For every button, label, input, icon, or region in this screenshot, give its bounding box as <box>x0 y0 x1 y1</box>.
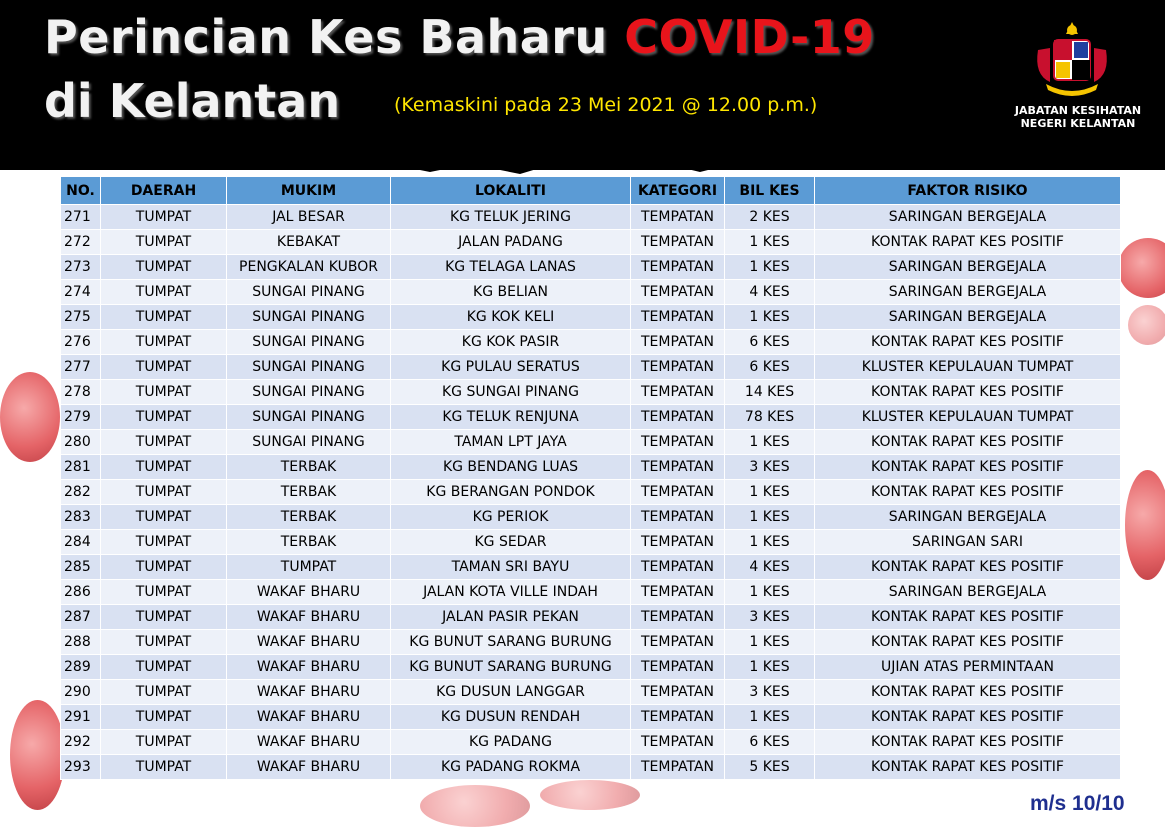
table-row <box>61 505 1121 530</box>
table-row <box>61 205 1121 230</box>
cell-no: 276 <box>61 330 101 355</box>
cell-daerah: TUMPAT <box>101 430 227 455</box>
cell-faktor-risiko: SARINGAN SARI <box>815 530 1121 555</box>
table-row <box>61 380 1121 405</box>
cell-faktor-risiko: KONTAK RAPAT KES POSITIF <box>815 605 1121 630</box>
cell-kategori: TEMPATAN <box>631 705 725 730</box>
cell-faktor-risiko: SARINGAN BERGEJALA <box>815 255 1121 280</box>
cell-daerah: TUMPAT <box>101 305 227 330</box>
cell-no: 278 <box>61 380 101 405</box>
cell-bil-kes: 1 KES <box>725 480 815 505</box>
table-row <box>61 630 1121 655</box>
table-row <box>61 280 1121 305</box>
cell-kategori: TEMPATAN <box>631 505 725 530</box>
cell-lokaliti: KG BENDANG LUAS <box>391 455 631 480</box>
cell-kategori: TEMPATAN <box>631 530 725 555</box>
cell-faktor-risiko: KONTAK RAPAT KES POSITIF <box>815 230 1121 255</box>
cell-mukim: JAL BESAR <box>227 205 391 230</box>
cell-daerah: TUMPAT <box>101 405 227 430</box>
cell-mukim: WAKAF BHARU <box>227 755 391 780</box>
cell-no: 273 <box>61 255 101 280</box>
cell-lokaliti: KG DUSUN RENDAH <box>391 705 631 730</box>
cell-no: 288 <box>61 630 101 655</box>
cell-daerah: TUMPAT <box>101 280 227 305</box>
cell-kategori: TEMPATAN <box>631 305 725 330</box>
page-title-line2: di Kelantan <box>44 74 341 128</box>
cell-no: 287 <box>61 605 101 630</box>
cell-daerah: TUMPAT <box>101 205 227 230</box>
coronavirus-icon <box>540 780 640 810</box>
table-row <box>61 580 1121 605</box>
cell-bil-kes: 4 KES <box>725 555 815 580</box>
cell-lokaliti: KG PULAU SERATUS <box>391 355 631 380</box>
cell-daerah: TUMPAT <box>101 755 227 780</box>
cell-daerah: TUMPAT <box>101 730 227 755</box>
cell-faktor-risiko: SARINGAN BERGEJALA <box>815 505 1121 530</box>
cell-kategori: TEMPATAN <box>631 730 725 755</box>
column-header-mukim: MUKIM <box>227 177 391 205</box>
cell-daerah: TUMPAT <box>101 580 227 605</box>
cell-daerah: TUMPAT <box>101 380 227 405</box>
cell-faktor-risiko: KONTAK RAPAT KES POSITIF <box>815 705 1121 730</box>
cell-kategori: TEMPATAN <box>631 380 725 405</box>
cell-no: 271 <box>61 205 101 230</box>
cell-faktor-risiko: KONTAK RAPAT KES POSITIF <box>815 330 1121 355</box>
cell-bil-kes: 78 KES <box>725 405 815 430</box>
table-row <box>61 680 1121 705</box>
cell-no: 292 <box>61 730 101 755</box>
update-timestamp: (Kemaskini pada 23 Mei 2021 @ 12.00 p.m.) <box>394 94 818 116</box>
cell-daerah: TUMPAT <box>101 605 227 630</box>
cell-bil-kes: 1 KES <box>725 255 815 280</box>
cell-no: 286 <box>61 580 101 605</box>
cell-mukim: KEBAKAT <box>227 230 391 255</box>
cell-bil-kes: 3 KES <box>725 455 815 480</box>
cell-faktor-risiko: UJIAN ATAS PERMINTAAN <box>815 655 1121 680</box>
cell-lokaliti: KG BERANGAN PONDOK <box>391 480 631 505</box>
cell-mukim: SUNGAI PINANG <box>227 355 391 380</box>
cell-mukim: SUNGAI PINANG <box>227 380 391 405</box>
cell-bil-kes: 1 KES <box>725 505 815 530</box>
cell-lokaliti: KG DUSUN LANGGAR <box>391 680 631 705</box>
cell-daerah: TUMPAT <box>101 655 227 680</box>
cell-daerah: TUMPAT <box>101 555 227 580</box>
coronavirus-icon <box>0 372 60 462</box>
cell-faktor-risiko: KONTAK RAPAT KES POSITIF <box>815 555 1121 580</box>
cell-no: 274 <box>61 280 101 305</box>
table-row <box>61 730 1121 755</box>
column-header-lokaliti: LOKALITI <box>391 177 631 205</box>
cell-daerah: TUMPAT <box>101 505 227 530</box>
coronavirus-icon <box>1118 238 1165 298</box>
cell-faktor-risiko: KONTAK RAPAT KES POSITIF <box>815 630 1121 655</box>
cell-no: 282 <box>61 480 101 505</box>
cell-mukim: WAKAF BHARU <box>227 680 391 705</box>
table-header-row <box>61 177 1121 205</box>
cell-no: 279 <box>61 405 101 430</box>
column-header-faktor-risiko: FAKTOR RISIKO <box>815 177 1121 205</box>
cell-faktor-risiko: KONTAK RAPAT KES POSITIF <box>815 430 1121 455</box>
cell-lokaliti: KG PADANG ROKMA <box>391 755 631 780</box>
table-row <box>61 455 1121 480</box>
cell-no: 289 <box>61 655 101 680</box>
table-row <box>61 705 1121 730</box>
cell-faktor-risiko: KLUSTER KEPULAUAN TUMPAT <box>815 355 1121 380</box>
cell-bil-kes: 5 KES <box>725 755 815 780</box>
cell-bil-kes: 1 KES <box>725 430 815 455</box>
cell-mukim: SUNGAI PINANG <box>227 330 391 355</box>
cell-no: 283 <box>61 505 101 530</box>
table-row <box>61 480 1121 505</box>
table-row <box>61 755 1121 780</box>
cell-kategori: TEMPATAN <box>631 330 725 355</box>
table-row <box>61 430 1121 455</box>
cell-faktor-risiko: SARINGAN BERGEJALA <box>815 305 1121 330</box>
cell-kategori: TEMPATAN <box>631 630 725 655</box>
cell-faktor-risiko: KONTAK RAPAT KES POSITIF <box>815 680 1121 705</box>
cell-bil-kes: 1 KES <box>725 655 815 680</box>
cell-faktor-risiko: KONTAK RAPAT KES POSITIF <box>815 755 1121 780</box>
cell-kategori: TEMPATAN <box>631 480 725 505</box>
cell-kategori: TEMPATAN <box>631 430 725 455</box>
table-row <box>61 230 1121 255</box>
cell-kategori: TEMPATAN <box>631 680 725 705</box>
column-header-daerah: DAERAH <box>101 177 227 205</box>
cell-daerah: TUMPAT <box>101 480 227 505</box>
cell-daerah: TUMPAT <box>101 330 227 355</box>
cell-daerah: TUMPAT <box>101 255 227 280</box>
cell-kategori: TEMPATAN <box>631 605 725 630</box>
table-body <box>61 205 1121 780</box>
cell-mukim: TERBAK <box>227 530 391 555</box>
cell-faktor-risiko: KLUSTER KEPULAUAN TUMPAT <box>815 405 1121 430</box>
cell-lokaliti: TAMAN LPT JAYA <box>391 430 631 455</box>
cell-lokaliti: KG KOK KELI <box>391 305 631 330</box>
cell-bil-kes: 14 KES <box>725 380 815 405</box>
table-row <box>61 330 1121 355</box>
cell-lokaliti: KG BELIAN <box>391 280 631 305</box>
cell-kategori: TEMPATAN <box>631 555 725 580</box>
cell-bil-kes: 1 KES <box>725 530 815 555</box>
table-row <box>61 355 1121 380</box>
cell-lokaliti: KG PADANG <box>391 730 631 755</box>
cases-table <box>60 176 1120 780</box>
cell-kategori: TEMPATAN <box>631 280 725 305</box>
cell-no: 291 <box>61 705 101 730</box>
cell-kategori: TEMPATAN <box>631 405 725 430</box>
cell-lokaliti: KG TELUK JERING <box>391 205 631 230</box>
cell-daerah: TUMPAT <box>101 680 227 705</box>
cell-kategori: TEMPATAN <box>631 755 725 780</box>
cell-mukim: SUNGAI PINANG <box>227 280 391 305</box>
cell-mukim: TERBAK <box>227 505 391 530</box>
title-highlight: COVID-19 <box>624 10 875 64</box>
cell-kategori: TEMPATAN <box>631 205 725 230</box>
cell-faktor-risiko: KONTAK RAPAT KES POSITIF <box>815 480 1121 505</box>
cell-lokaliti: KG TELAGA LANAS <box>391 255 631 280</box>
cell-bil-kes: 1 KES <box>725 705 815 730</box>
cell-faktor-risiko: SARINGAN BERGEJALA <box>815 205 1121 230</box>
cell-mukim: SUNGAI PINANG <box>227 405 391 430</box>
cell-bil-kes: 6 KES <box>725 730 815 755</box>
coronavirus-icon <box>420 785 530 827</box>
cell-lokaliti: JALAN PADANG <box>391 230 631 255</box>
cell-mukim: PENGKALAN KUBOR <box>227 255 391 280</box>
cell-mukim: TUMPAT <box>227 555 391 580</box>
cell-bil-kes: 4 KES <box>725 280 815 305</box>
page-number: m/s 10/10 <box>1030 792 1125 815</box>
cell-bil-kes: 1 KES <box>725 630 815 655</box>
cell-daerah: TUMPAT <box>101 455 227 480</box>
table-row <box>61 555 1121 580</box>
cell-no: 272 <box>61 230 101 255</box>
cell-mukim: TERBAK <box>227 455 391 480</box>
department-name: JABATAN KESIHATAN NEGERI KELANTAN <box>1014 104 1142 130</box>
cell-faktor-risiko: KONTAK RAPAT KES POSITIF <box>815 455 1121 480</box>
cell-mukim: WAKAF BHARU <box>227 655 391 680</box>
cell-no: 290 <box>61 680 101 705</box>
cell-no: 284 <box>61 530 101 555</box>
cell-daerah: TUMPAT <box>101 530 227 555</box>
cell-lokaliti: KG PERIOK <box>391 505 631 530</box>
cell-no: 285 <box>61 555 101 580</box>
table-row <box>61 405 1121 430</box>
cell-no: 280 <box>61 430 101 455</box>
table-row <box>61 655 1121 680</box>
cell-lokaliti: KG SEDAR <box>391 530 631 555</box>
cell-lokaliti: TAMAN SRI BAYU <box>391 555 631 580</box>
column-header-kategori: KATEGORI <box>631 177 725 205</box>
malaysia-coat-of-arms-icon <box>1030 20 1114 100</box>
cell-no: 281 <box>61 455 101 480</box>
coronavirus-icon <box>10 700 65 810</box>
cell-faktor-risiko: KONTAK RAPAT KES POSITIF <box>815 380 1121 405</box>
cell-faktor-risiko: KONTAK RAPAT KES POSITIF <box>815 730 1121 755</box>
cell-lokaliti: KG SUNGAI PINANG <box>391 380 631 405</box>
cell-lokaliti: KG BUNUT SARANG BURUNG <box>391 655 631 680</box>
cell-mukim: SUNGAI PINANG <box>227 305 391 330</box>
table-row <box>61 605 1121 630</box>
cell-no: 277 <box>61 355 101 380</box>
cell-faktor-risiko: SARINGAN BERGEJALA <box>815 280 1121 305</box>
cell-mukim: WAKAF BHARU <box>227 605 391 630</box>
cell-no: 293 <box>61 755 101 780</box>
cell-daerah: TUMPAT <box>101 355 227 380</box>
cell-bil-kes: 1 KES <box>725 230 815 255</box>
cell-bil-kes: 6 KES <box>725 330 815 355</box>
cell-mukim: WAKAF BHARU <box>227 580 391 605</box>
cell-lokaliti: KG TELUK RENJUNA <box>391 405 631 430</box>
cell-no: 275 <box>61 305 101 330</box>
table-row <box>61 530 1121 555</box>
column-header-no: NO. <box>61 177 101 205</box>
table-row <box>61 305 1121 330</box>
cell-daerah: TUMPAT <box>101 230 227 255</box>
cell-bil-kes: 3 KES <box>725 605 815 630</box>
cell-mukim: WAKAF BHARU <box>227 630 391 655</box>
cell-kategori: TEMPATAN <box>631 455 725 480</box>
cell-lokaliti: KG KOK PASIR <box>391 330 631 355</box>
cell-kategori: TEMPATAN <box>631 580 725 605</box>
coronavirus-icon <box>1125 470 1165 580</box>
page-title: Perincian Kes Baharu COVID-19 <box>44 10 875 64</box>
cell-mukim: WAKAF BHARU <box>227 705 391 730</box>
cell-lokaliti: KG BUNUT SARANG BURUNG <box>391 630 631 655</box>
cell-bil-kes: 2 KES <box>725 205 815 230</box>
cell-kategori: TEMPATAN <box>631 255 725 280</box>
coronavirus-icon <box>1128 305 1165 345</box>
column-header-bil-kes: BIL KES <box>725 177 815 205</box>
cell-bil-kes: 1 KES <box>725 305 815 330</box>
cell-bil-kes: 1 KES <box>725 580 815 605</box>
cell-bil-kes: 6 KES <box>725 355 815 380</box>
table-row <box>61 255 1121 280</box>
cell-lokaliti: JALAN KOTA VILLE INDAH <box>391 580 631 605</box>
cell-bil-kes: 3 KES <box>725 680 815 705</box>
cell-mukim: TERBAK <box>227 480 391 505</box>
cell-kategori: TEMPATAN <box>631 230 725 255</box>
cell-mukim: SUNGAI PINANG <box>227 430 391 455</box>
cell-kategori: TEMPATAN <box>631 655 725 680</box>
cell-daerah: TUMPAT <box>101 705 227 730</box>
cell-daerah: TUMPAT <box>101 630 227 655</box>
cell-kategori: TEMPATAN <box>631 355 725 380</box>
cell-lokaliti: JALAN PASIR PEKAN <box>391 605 631 630</box>
cell-faktor-risiko: SARINGAN BERGEJALA <box>815 580 1121 605</box>
cell-mukim: WAKAF BHARU <box>227 730 391 755</box>
